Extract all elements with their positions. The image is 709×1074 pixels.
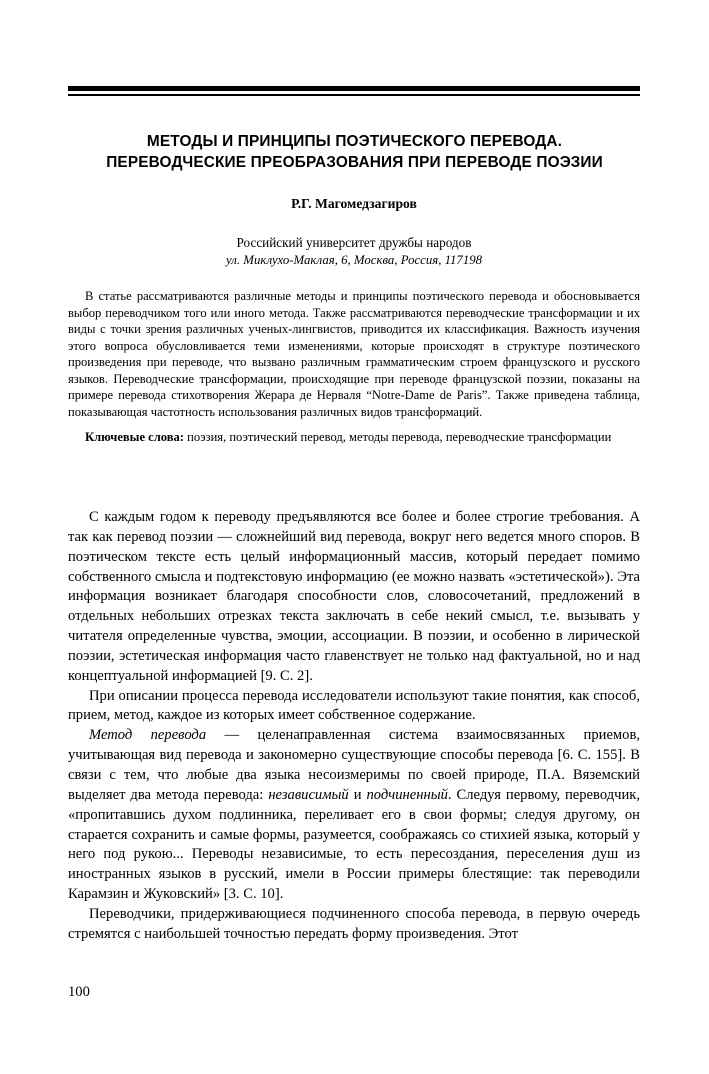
term-metod-perevoda: Метод перевода: [89, 727, 207, 744]
abstract-block: [68, 288, 640, 446]
article-title-line-1: МЕТОДЫ И ПРИНЦИПЫ ПОЭТИЧЕСКОГО ПЕРЕВОДА.: [146, 133, 563, 150]
article-body: [68, 508, 640, 945]
header-rule-thin: [68, 94, 640, 96]
body-paragraph-4: Переводчики, придерживающиеся подчиненного способа перевода, в первую очередь стремятся с наибольшей точностью передать форму произведения. Этот: [68, 905, 640, 942]
keywords-line: [68, 429, 640, 446]
body-paragraph-2: При описании процесса перевода исследователи используют такие понятия, как способ, прием, метод, каждое из которых имеет собственное содержание.: [68, 687, 640, 724]
term-nezavisimyy: независимый: [268, 786, 349, 803]
page-number: 100: [68, 984, 90, 1000]
keywords-label: Ключевые слова:: [85, 430, 184, 445]
header-rule-group: [68, 86, 640, 96]
body-paragraph-3-part-1: — целенаправленная система взаимосвязанных приемов, учитывающая вид перевода и закономерно существующие способы перевода [6. С. 155]. В связи с тем, что любые два языка несоизмеримы по своей природе, П.А. Вяземский выделяет два метода перевода:: [68, 727, 640, 803]
body-paragraph-3-part-3: . Следуя первому, переводчик, «пропитавшись духом подлинника, переливает его в свои формы; следуя другому, он старается сохранить и самые формы, разумеется, соображаясь со стихией языка, который у него под рукою... Переводы независимые, то есть пересоздания, переселения душ из иностранных языков в русский, имели в России примеры блестящие: так переводили Карамзин и Жуковский» [3. С. 10].: [68, 786, 641, 903]
body-paragraph-3: [68, 726, 640, 905]
affiliation-address: ул. Миклухо-Маклая, 6, Москва, Россия, 117198: [225, 252, 483, 267]
body-paragraph-3-conjunction: и: [348, 786, 367, 803]
affiliation-institution: Российский университет дружбы народов: [236, 235, 472, 250]
term-podchinennyy: подчиненный: [366, 786, 448, 803]
author-name: Р.Г. Магомедзагиров: [291, 196, 417, 211]
keywords-values: поэзия, поэтический перевод, методы перевода, переводческие трансформации: [183, 430, 612, 445]
article-title: [50, 131, 659, 173]
abstract-text: В статье рассматриваются различные методы и принципы поэтического перевода и обосновывается выбор переводчиком того или иного метода. Также рассматриваются переводческие трансформации и их виды с точки зрения различных ученых-лингвистов, приводится их классификация. Важность изучения этого вопроса обусловливается теми изменениями, которые происходят в структуре поэтического произведения при переводе, что вызвано различным грамматическим строем французского и русского языков. Переводческие трансформации, происходящие при переводе французской поэзии, показаны на примере перевода стихотворения Жерара де Нерваля “Notre-Dame de Paris”. Также приведена таблица, показывающая частотность использования различных видов трансформаций.: [68, 289, 640, 419]
affiliation-block: [68, 234, 640, 269]
body-paragraph-1: С каждым годом к переводу предъявляются все более и более строгие требования. А так как перевод поэзии — сложнейший вид перевода, вокруг него ведется много споров. В поэтическом тексте есть целый информационный массив, который передает помимо собственного смысла и подтекстовую информацию (ее можно назвать «эстетической»). Эта информация возникает благодаря способности слов, словосочетаний, предложений в отдельных небольших отрезках текста заключать в себе некий смысл, т.е. вызывать у читателя определенные чувства, эмоции, ассоциации. В поэзии, и особенно в лирической поэзии, эстетическая информация часто главенствует не только над фактуальной, но и над концептуальной информацией [9. С. 2].: [68, 509, 640, 684]
article-title-line-2: ПЕРЕВОДЧЕСКИЕ ПРЕОБРАЗОВАНИЯ ПРИ ПЕРЕВОДЕ ПОЭЗИИ: [106, 154, 603, 171]
author-block: [68, 195, 640, 213]
